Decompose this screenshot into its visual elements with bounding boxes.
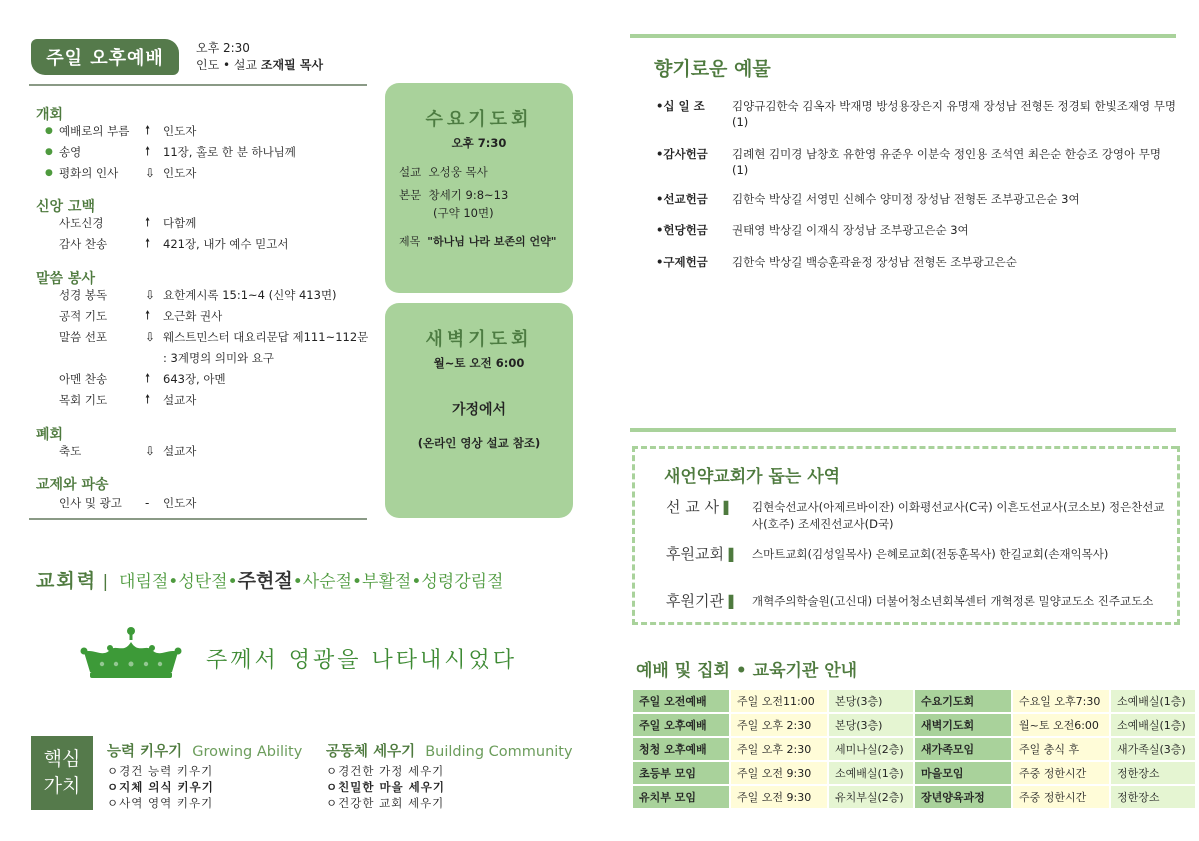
order-item — [45, 349, 274, 367]
ministry-box-top — [632, 446, 1177, 449]
divider-bottom — [29, 518, 367, 520]
offering-names: 김양규김한숙 김옥자 박재명 방성용장은지 유명재 장성남 전형돈 정경퇴 한빛조재영 무명(1) — [732, 99, 1176, 129]
order-section-title: 말씀 봉사 — [36, 271, 95, 287]
order-item-label: 말씀 선포 — [59, 330, 108, 344]
order-item-value: 요한계시록 15:1~4 (신약 413면) — [163, 288, 337, 302]
offering-row — [656, 254, 1176, 270]
order-item-label: 인사 및 광고 — [59, 496, 122, 510]
arrow-up-icon: 🠕 — [145, 235, 151, 250]
core-values-label: 핵심 가치 — [31, 736, 93, 810]
schedule-place: 본당(3층) — [829, 690, 913, 712]
schedule-time: 주일 오전 9:30 — [731, 786, 827, 808]
schedule-place: 새가족실(3층) — [1111, 738, 1195, 760]
dawn-title: 새벽기도회 — [425, 329, 533, 350]
ministry-category: 후원교회 ▌ — [666, 545, 738, 563]
order-item — [45, 164, 196, 182]
arrow-up-icon: 🠕 — [145, 143, 151, 158]
season-easter: 부활절 — [362, 572, 412, 592]
order-section-title: 개회 — [36, 107, 64, 123]
bar-icon: ▌ — [723, 501, 734, 515]
wednesday-topic: 제목 "하나님 나라 보존의 언약" — [399, 235, 557, 248]
core-value-group-community — [326, 740, 573, 811]
order-item — [45, 143, 296, 161]
schedule-row — [633, 690, 1195, 712]
order-item-label: 아멘 찬송 — [59, 372, 108, 386]
order-item-value: 421장, 내가 예수 믿고서 — [163, 237, 289, 251]
order-item-label: 성경 봉독 — [59, 288, 108, 302]
order-item-label: 목회 기도 — [59, 393, 108, 407]
arrow-down-icon: ⇩ — [145, 444, 156, 458]
schedule-row — [633, 738, 1195, 760]
ministry-names: 김현숙선교사(아제르바이잔) 이화평선교사(C국) 이흔도선교사(코소보) 정은찬선교사(호주) 조세진선교사(D국) — [752, 500, 1165, 531]
order-item-label: 평화의 인사 — [59, 166, 119, 180]
order-section-title: 신앙 고백 — [36, 199, 95, 215]
offering-type: •십 일 조 — [656, 99, 705, 113]
offering-row — [656, 191, 1176, 207]
divider-top — [29, 84, 367, 86]
schedule-event: 새벽기도회 — [915, 714, 1011, 736]
arrow-up-icon: 🠕 — [145, 307, 151, 322]
season-pentecost: 성령강림절 — [421, 572, 504, 592]
arrow-down-icon: ⇩ — [145, 330, 156, 344]
order-item-label: 공적 기도 — [59, 309, 108, 323]
offerings-title: 향기로운 예물 — [654, 58, 771, 80]
wednesday-text: 본문 창세기 9:8~13 — [399, 188, 509, 202]
order-item-label: 송영 — [59, 145, 82, 159]
schedule-time: 주일 충식 후 — [1013, 738, 1109, 760]
dash-icon: - — [145, 496, 150, 510]
order-section-title: 폐회 — [36, 427, 64, 443]
schedule-event: 마을모임 — [915, 762, 1011, 784]
schedule-place: 세미나실(2층) — [829, 738, 913, 760]
order-item — [45, 494, 196, 512]
order-item-value: : 3계명의 의미와 요구 — [163, 351, 275, 365]
arrow-down-icon: ⇩ — [145, 166, 156, 180]
dawn-prayer-box — [385, 303, 573, 518]
order-item-value: 11장, 홀로 한 분 하나님께 — [163, 145, 296, 159]
order-item — [45, 214, 196, 232]
arrow-up-icon: 🠕 — [145, 214, 151, 229]
schedule-event: 장년양육과정 — [915, 786, 1011, 808]
offering-names: 김한숙 박상길 백승훈곽윤정 장성남 전형돈 조부광고은순 — [732, 255, 1017, 269]
order-item-value: 오근화 권사 — [163, 309, 223, 323]
order-item — [45, 307, 222, 325]
bullet-icon: ● — [45, 168, 53, 178]
slogan: 주께서 영광을 나타내시었다 — [206, 648, 518, 673]
season-advent: 대림절 — [119, 572, 169, 592]
calendar-bar: | — [102, 572, 109, 592]
offerings-top-bar — [630, 34, 1176, 38]
ministry-row — [666, 543, 1172, 564]
schedule-place: 정한장소 — [1111, 786, 1195, 808]
core-value-title: 능력 키우기 Growing Ability — [107, 744, 303, 760]
dawn-time: 월~토 오전 6:00 — [433, 356, 525, 370]
schedule-event: 청청 오후예배 — [633, 738, 729, 760]
order-item-label: 축도 — [59, 444, 82, 458]
offering-type: •헌당헌금 — [656, 223, 708, 237]
schedule-place: 유치부실(2층) — [829, 786, 913, 808]
core-value-item: ㅇ친밀한 마을 세우기 — [326, 780, 445, 794]
order-item-value: 인도자 — [163, 166, 197, 180]
wednesday-text-page: (구약 10면) — [433, 206, 494, 220]
schedule-event: 새가족모임 — [915, 738, 1011, 760]
order-item — [45, 391, 196, 409]
schedule-event: 주일 오전예배 — [633, 690, 729, 712]
ministry-row — [666, 590, 1172, 611]
schedule-time: 주일 오후 2:30 — [731, 738, 827, 760]
order-item — [45, 328, 368, 346]
schedule-time: 주중 정한시간 — [1013, 786, 1109, 808]
order-item-value: 웨스트민스터 대요리문답 제111~112문 — [163, 330, 369, 344]
bullet-icon: ● — [45, 126, 53, 136]
schedule-place: 정한장소 — [1111, 762, 1195, 784]
arrow-up-icon: 🠕 — [145, 370, 151, 385]
order-item — [45, 122, 196, 140]
service-title: 주일 오후예배 — [31, 39, 179, 75]
season-christmas: 성탄절 — [178, 572, 228, 592]
core-value-item: ㅇ사역 영역 키우기 — [107, 796, 214, 810]
schedule-time: 수요일 오후7:30 — [1013, 690, 1109, 712]
order-item-label: 사도신경 — [59, 216, 104, 230]
order-section-title: 교제와 파송 — [36, 477, 109, 493]
schedule-place: 소예배실(1층) — [1111, 690, 1195, 712]
ministry-category: 후원기관 ▌ — [666, 592, 738, 610]
offering-names: 김례현 김미경 남창호 유한영 유준우 이분숙 정인용 조석연 최은순 한승조 강영아 무명(1) — [732, 147, 1162, 177]
wednesday-preacher: 설교 오성웅 목사 — [399, 165, 488, 179]
offering-row — [656, 222, 1176, 238]
bar-icon: ▌ — [728, 595, 738, 609]
bar-icon: ▌ — [728, 548, 738, 562]
ministry-title: 새언약교회가 돕는 사역 — [664, 467, 841, 487]
order-item — [45, 442, 196, 460]
service-leader: 인도 • 설교 조재필 목사 — [196, 58, 324, 72]
season-epiphany: 주현절 — [237, 570, 293, 592]
crown-icon — [80, 626, 182, 680]
arrow-up-icon: 🠕 — [145, 391, 151, 406]
schedule-table — [631, 688, 1197, 810]
schedule-time: 주일 오전 9:30 — [731, 762, 827, 784]
ministry-names: 스마트교회(김성일목사) 은혜로교회(전동훈목사) 한길교회(손재익목사) — [752, 547, 1109, 561]
season-lent: 사순절 — [302, 572, 353, 592]
core-value-item: ㅇ건강한 교회 세우기 — [326, 796, 445, 810]
order-item-label: 예배로의 부름 — [59, 124, 130, 138]
core-value-item: ㅇ경건한 가정 세우기 — [326, 764, 445, 778]
wednesday-title: 수요기도회 — [425, 109, 533, 130]
offering-row — [656, 98, 1176, 130]
schedule-place: 소예배실(1층) — [1111, 714, 1195, 736]
dawn-place: 가정에서 — [451, 402, 507, 418]
service-info — [196, 40, 323, 74]
offering-type: •감사헌금 — [656, 147, 708, 161]
schedule-event: 수요기도회 — [915, 690, 1011, 712]
core-value-group-ability — [107, 740, 302, 811]
church-calendar: 교회력 | 대림절•성탄절•주현절•사순절•부활절•성령강림절 — [36, 570, 504, 592]
offering-type: •선교헌금 — [656, 192, 708, 206]
ministry-top-bar — [630, 428, 1176, 432]
order-item-value: 인도자 — [163, 496, 197, 510]
schedule-time: 주일 오후 2:30 — [731, 714, 827, 736]
offering-type: •구제헌금 — [656, 255, 708, 269]
schedule-time: 주일 오전11:00 — [731, 690, 827, 712]
wednesday-prayer-box — [385, 83, 573, 293]
schedule-event: 유치부 모임 — [633, 786, 729, 808]
order-item-value: 다함께 — [163, 216, 197, 230]
order-item-value: 설교자 — [163, 393, 197, 407]
offering-names: 권태영 박상길 이재식 장성남 조부광고은순 3여 — [732, 223, 969, 237]
ministry-names: 개혁주의학술원(고신대) 더불어청소년회복센터 개혁정론 밀양교도소 진주교도소 — [752, 594, 1154, 608]
order-item — [45, 286, 337, 304]
dawn-note: (온라인 영상 설교 참조) — [417, 436, 541, 450]
order-item-value: 설교자 — [163, 444, 197, 458]
ministry-row — [666, 496, 1172, 533]
order-item-value: 643장, 아멘 — [163, 372, 226, 386]
arrow-up-icon: 🠕 — [145, 122, 151, 137]
schedule-place: 소예배실(1층) — [829, 762, 913, 784]
schedule-row — [633, 762, 1195, 784]
schedule-event: 초등부 모임 — [633, 762, 729, 784]
arrow-down-icon: ⇩ — [145, 288, 156, 302]
service-time: 오후 2:30 — [196, 41, 250, 55]
schedule-place: 본당(3층) — [829, 714, 913, 736]
offering-names: 김한숙 박상길 서영민 신혜수 양미정 장성남 전형돈 조부광고은순 3여 — [732, 192, 1080, 206]
schedule-row — [633, 786, 1195, 808]
core-value-item: ㅇ경건 능력 키우기 — [107, 764, 214, 778]
core-value-title: 공동체 세우기 Building Community — [326, 744, 573, 760]
schedule-time: 주중 정한시간 — [1013, 762, 1109, 784]
calendar-heading: 교회력 — [36, 570, 98, 592]
core-value-item: ㅇ지체 의식 키우기 — [107, 780, 214, 794]
schedule-time: 월~토 오전6:00 — [1013, 714, 1109, 736]
schedule-title: 예배 및 집회 • 교육기관 안내 — [636, 661, 858, 681]
order-item-label: 감사 찬송 — [59, 237, 108, 251]
schedule-row — [633, 714, 1195, 736]
ministry-category: 선 교 사 ▌ — [666, 498, 734, 516]
schedule-event: 주일 오후예배 — [633, 714, 729, 736]
order-item — [45, 235, 288, 253]
order-item-value: 인도자 — [163, 124, 197, 138]
bullet-icon: ● — [45, 147, 53, 157]
offering-row — [656, 146, 1176, 178]
order-item — [45, 370, 226, 388]
wednesday-time: 오후 7:30 — [451, 136, 507, 150]
